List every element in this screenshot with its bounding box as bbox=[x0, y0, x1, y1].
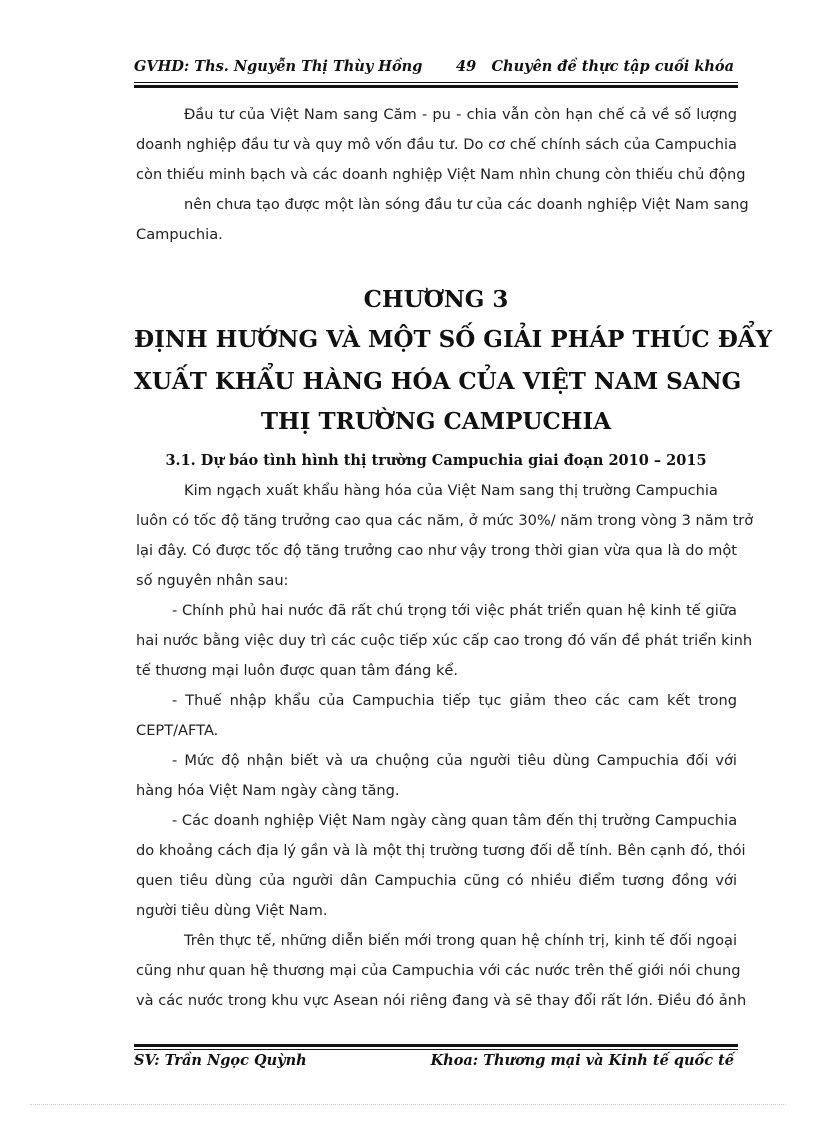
text-line: doanh nghiệp đầu tư và quy mô vốn đầu tư. Do cơ chế chính sách của Campuchia bbox=[136, 136, 737, 153]
footer-rule-thin bbox=[134, 1049, 738, 1050]
header-rule-thin bbox=[134, 82, 738, 83]
page-header bbox=[134, 58, 738, 82]
text-line: - Chính phủ hai nước đã rất chú trọng tới việc phát triển quan hệ kinh tế giữa bbox=[172, 602, 737, 619]
text-line: nên chưa tạo được một làn sóng đầu tư của các doanh nghiệp Việt Nam sang bbox=[184, 196, 749, 213]
text-line: cũng như quan hệ thương mại của Campuchia với các nước trên thế giới nói chung bbox=[136, 962, 741, 979]
section-heading: 3.1. Dự báo tình hình thị trường Campuchia giai đoạn 2010 – 2015 bbox=[165, 452, 707, 469]
footer-rule-thick bbox=[134, 1044, 738, 1047]
text-line: hàng hóa Việt Nam ngày càng tăng. bbox=[136, 782, 400, 799]
text-line: quen tiêu dùng của người dân Campuchia cũng có nhiều điểm tương đồng với bbox=[136, 872, 737, 889]
text-line: - Mức độ nhận biết và ưa chuộng của người tiêu dùng Campuchia đối với bbox=[172, 752, 737, 769]
text-line: luôn có tốc độ tăng trưởng cao qua các năm, ở mức 30%/ năm trong vòng 3 năm trở bbox=[136, 512, 754, 529]
text-line: - Thuế nhập khẩu của Campuchia tiếp tục giảm theo các cam kết trong bbox=[172, 692, 737, 709]
text-line: và các nước trong khu vực Asean nói riêng đang và sẽ thay đổi rất lớn. Điều đó ảnh bbox=[136, 992, 747, 1009]
text-line: Đầu tư của Việt Nam sang Căm - pu - chia vẫn còn hạn chế cả về số lượng bbox=[184, 106, 737, 123]
text-line: số nguyên nhân sau: bbox=[136, 572, 289, 589]
header-rule-thick bbox=[134, 85, 738, 88]
page-footer bbox=[134, 1052, 738, 1076]
footer-faculty: Khoa: Thương mại và Kinh tế quốc tế bbox=[430, 1052, 734, 1069]
text-line: Trên thực tế, những diễn biến mới trong quan hệ chính trị, kinh tế đối ngoại bbox=[184, 932, 737, 949]
text-line: Campuchia. bbox=[136, 226, 223, 243]
chapter-title-line: XUẤT KHẨU HÀNG HÓA CỦA VIỆT NAM SANG bbox=[134, 368, 742, 395]
chapter-title-line: ĐỊNH HƯỚNG VÀ MỘT SỐ GIẢI PHÁP THÚC ĐẨY bbox=[134, 326, 773, 353]
text-line: - Các doanh nghiệp Việt Nam ngày càng quan tâm đến thị trường Campuchia bbox=[172, 812, 738, 829]
chapter-title-line: THỊ TRƯỜNG CAMPUCHIA bbox=[260, 408, 612, 435]
header-supervisor: GVHD: Ths. Nguyễn Thị Thùy Hồng bbox=[134, 58, 423, 75]
text-line: do khoảng cách địa lý gần và là một thị trường tương đối dễ tính. Bên cạnh đó, thói bbox=[136, 842, 746, 859]
page-bottom-border bbox=[30, 1104, 786, 1105]
text-line: người tiêu dùng Việt Nam. bbox=[136, 902, 328, 919]
chapter-number: CHƯƠNG 3 bbox=[363, 286, 509, 313]
text-line: còn thiếu minh bạch và các doanh nghiệp Việt Nam nhìn chung còn thiếu chủ động bbox=[136, 166, 746, 183]
text-line: tế thương mại luôn được quan tâm đáng kể. bbox=[136, 662, 459, 679]
text-line: hai nước bằng việc duy trì các cuộc tiếp xúc cấp cao trong đó vấn đề phát triển kinh bbox=[136, 632, 753, 649]
header-report-title: Chuyên đề thực tập cuối khóa bbox=[491, 58, 734, 75]
footer-student: SV: Trần Ngọc Quỳnh bbox=[134, 1052, 307, 1069]
text-line: CEPT/AFTA. bbox=[136, 722, 219, 739]
text-line: Kim ngạch xuất khẩu hàng hóa của Việt Nam sang thị trường Campuchia bbox=[184, 482, 718, 499]
text-line: lại đây. Có được tốc độ tăng trưởng cao như vậy trong thời gian vừa qua là do một bbox=[136, 542, 737, 559]
header-page-number: 49 bbox=[456, 58, 477, 75]
